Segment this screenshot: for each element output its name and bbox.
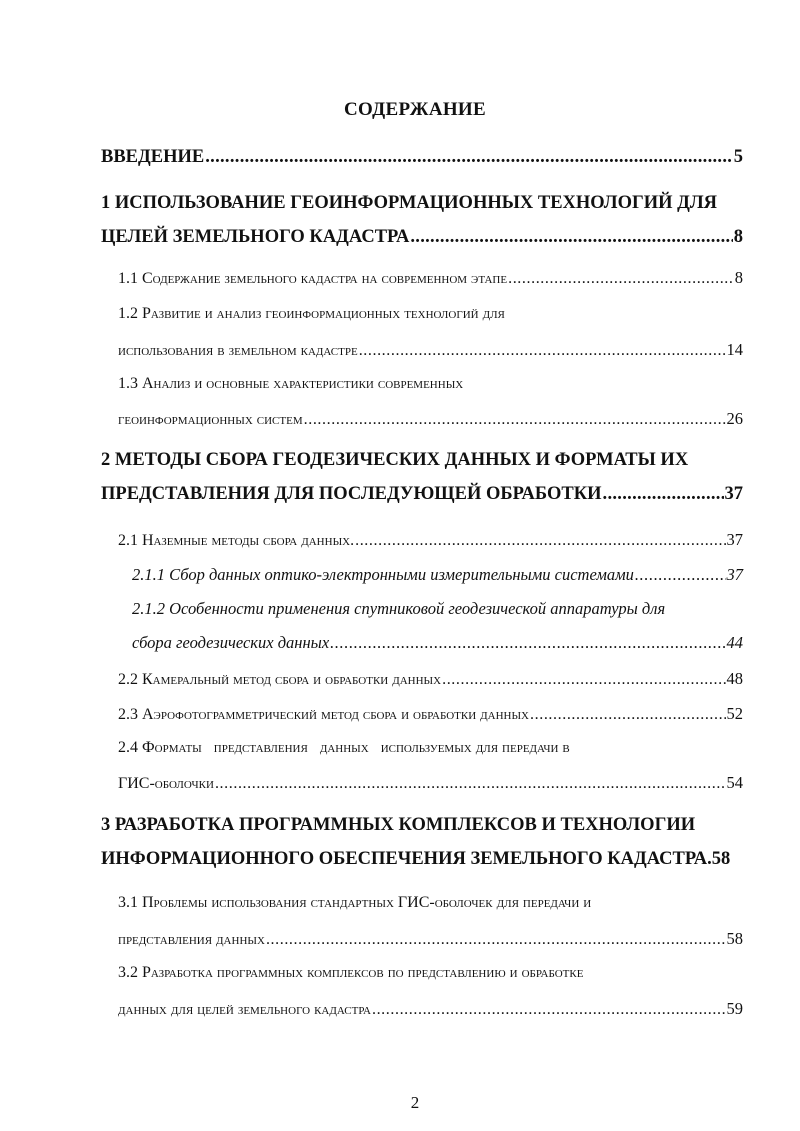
toc-entry-text: 2.1.1 Сбор данных оптико-электронными измерительными системами: [132, 565, 634, 584]
dot-leader: [442, 671, 725, 689]
toc-entry-2-4-line1: 2.4 Форматы представления данных используемых для передачи в: [118, 739, 570, 756]
toc-page-number: 14: [726, 340, 743, 359]
toc-entry-3-1-line1: 3.1 Проблемы использования стандартных ГИС-оболочек для передачи и: [118, 894, 592, 911]
toc-page-number: 37: [726, 530, 743, 549]
dot-leader: [530, 706, 725, 724]
toc-entry-2-1[interactable]: [118, 530, 743, 550]
toc-entry-text: сбора геодезических данных: [132, 633, 330, 652]
dot-leader: [355, 532, 725, 550]
toc-entry-text: данных для целей земельного кадастра: [118, 1001, 371, 1018]
toc-entry-chapter-1-line1: 1 ИСПОЛЬЗОВАНИЕ ГЕОИНФОРМАЦИОННЫХ ТЕХНОЛОГИЙ ДЛЯ: [101, 193, 718, 213]
toc-entry-2-1-1[interactable]: [132, 565, 743, 585]
toc-entry-2-4[interactable]: [118, 773, 743, 793]
toc-entry-text: представления данных: [118, 931, 265, 948]
toc-entry-text: ГИС-оболочки: [118, 775, 214, 792]
toc-page-number: 52: [726, 704, 743, 723]
dot-leader: [205, 147, 733, 168]
toc-entry-chapter-3[interactable]: [101, 849, 743, 870]
toc-entry-text: геоинформационных систем: [118, 411, 303, 428]
toc-page-number: 8: [733, 227, 743, 247]
toc-entry-text: ЦЕЛЕЙ ЗЕМЕЛЬНОГО КАДАСТРА: [101, 227, 410, 247]
dot-leader: [410, 227, 732, 248]
toc-page-number: 48: [726, 669, 743, 688]
toc-entry-text: ВВЕДЕНИЕ: [101, 147, 205, 167]
toc-page-number: 59: [726, 999, 743, 1018]
toc-entry-1-2-line1: 1.2 Развитие и анализ геоинформационных технологий для: [118, 305, 505, 322]
toc-entry-text: 2.2 Камеральный метод сбора и обработки данных: [118, 671, 442, 688]
dot-leader: [372, 1001, 726, 1019]
toc-entry-3-1[interactable]: [118, 929, 743, 949]
toc-page-number: 58: [711, 849, 731, 869]
dot-leader: [635, 565, 726, 585]
toc-entry-text: 1.1 Содержание земельного кадастра на современном этапе: [118, 270, 508, 287]
toc-entry-3-2-line1: 3.2 Разработка программных комплексов по представлению и обработке: [118, 964, 584, 981]
toc-entry-1-2[interactable]: [118, 340, 743, 360]
toc-page-number: 8: [734, 268, 743, 287]
toc-entry-chapter-1[interactable]: [101, 227, 743, 248]
toc-entry-1-3-line1: 1.3 Анализ и основные характеристики современных: [118, 375, 464, 392]
toc-entry-2-3[interactable]: [118, 704, 743, 724]
toc-entry-introduction[interactable]: [101, 147, 743, 168]
toc-entry-2-1-2[interactable]: [132, 633, 743, 653]
toc-entry-text: ИНФОРМАЦИОННОГО ОБЕСПЕЧЕНИЯ ЗЕМЕЛЬНОГО КАДАСТРА.: [101, 849, 712, 869]
dot-leader: [215, 775, 726, 793]
toc-entry-3-2[interactable]: [118, 999, 743, 1019]
dot-leader: [359, 342, 726, 360]
toc-entry-text: использования в земельном кадастре: [118, 342, 358, 359]
toc-entry-chapter-2-line1: 2 МЕТОДЫ СБОРА ГЕОДЕЗИЧЕСКИХ ДАННЫХ И ФОРМАТЫ ИХ: [101, 450, 689, 470]
toc-page-number: 58: [726, 929, 743, 948]
dot-leader: [266, 931, 726, 949]
dot-leader: [304, 411, 726, 429]
toc-entry-2-1-2-line1: 2.1.2 Особенности применения спутниковой геодезической аппаратуры для: [132, 599, 666, 618]
toc-page-number: 44: [726, 633, 743, 652]
toc-entry-chapter-3-line1: 3 РАЗРАБОТКА ПРОГРАММНЫХ КОМПЛЕКСОВ И ТЕХНОЛОГИИ: [101, 815, 696, 835]
toc-entry-2-2[interactable]: [118, 669, 743, 689]
dot-leader: [603, 484, 724, 505]
toc-page-number: 37: [726, 565, 743, 584]
toc-page-number: 5: [733, 147, 743, 167]
page-number: 2: [410, 1093, 420, 1112]
toc-page-number: 37: [724, 484, 743, 504]
toc-entry-chapter-2[interactable]: [101, 484, 743, 505]
toc-entry-text: 2.1 Наземные методы сбора данных.: [118, 532, 355, 549]
page-title: СОДЕРЖАНИЕ: [344, 99, 486, 120]
toc-entry-1-3[interactable]: [118, 409, 743, 429]
dot-leader: [330, 633, 725, 653]
dot-leader: [508, 270, 734, 288]
toc-entry-1-1[interactable]: [118, 268, 743, 288]
toc-page-number: 26: [726, 409, 743, 428]
toc-entry-text: 2.3 Аэрофотограмметрический метод сбора и обработки данных: [118, 706, 530, 723]
toc-entry-text: ПРЕДСТАВЛЕНИЯ ДЛЯ ПОСЛЕДУЮЩЕЙ ОБРАБОТКИ: [101, 484, 602, 504]
toc-page-number: 54: [726, 773, 743, 792]
